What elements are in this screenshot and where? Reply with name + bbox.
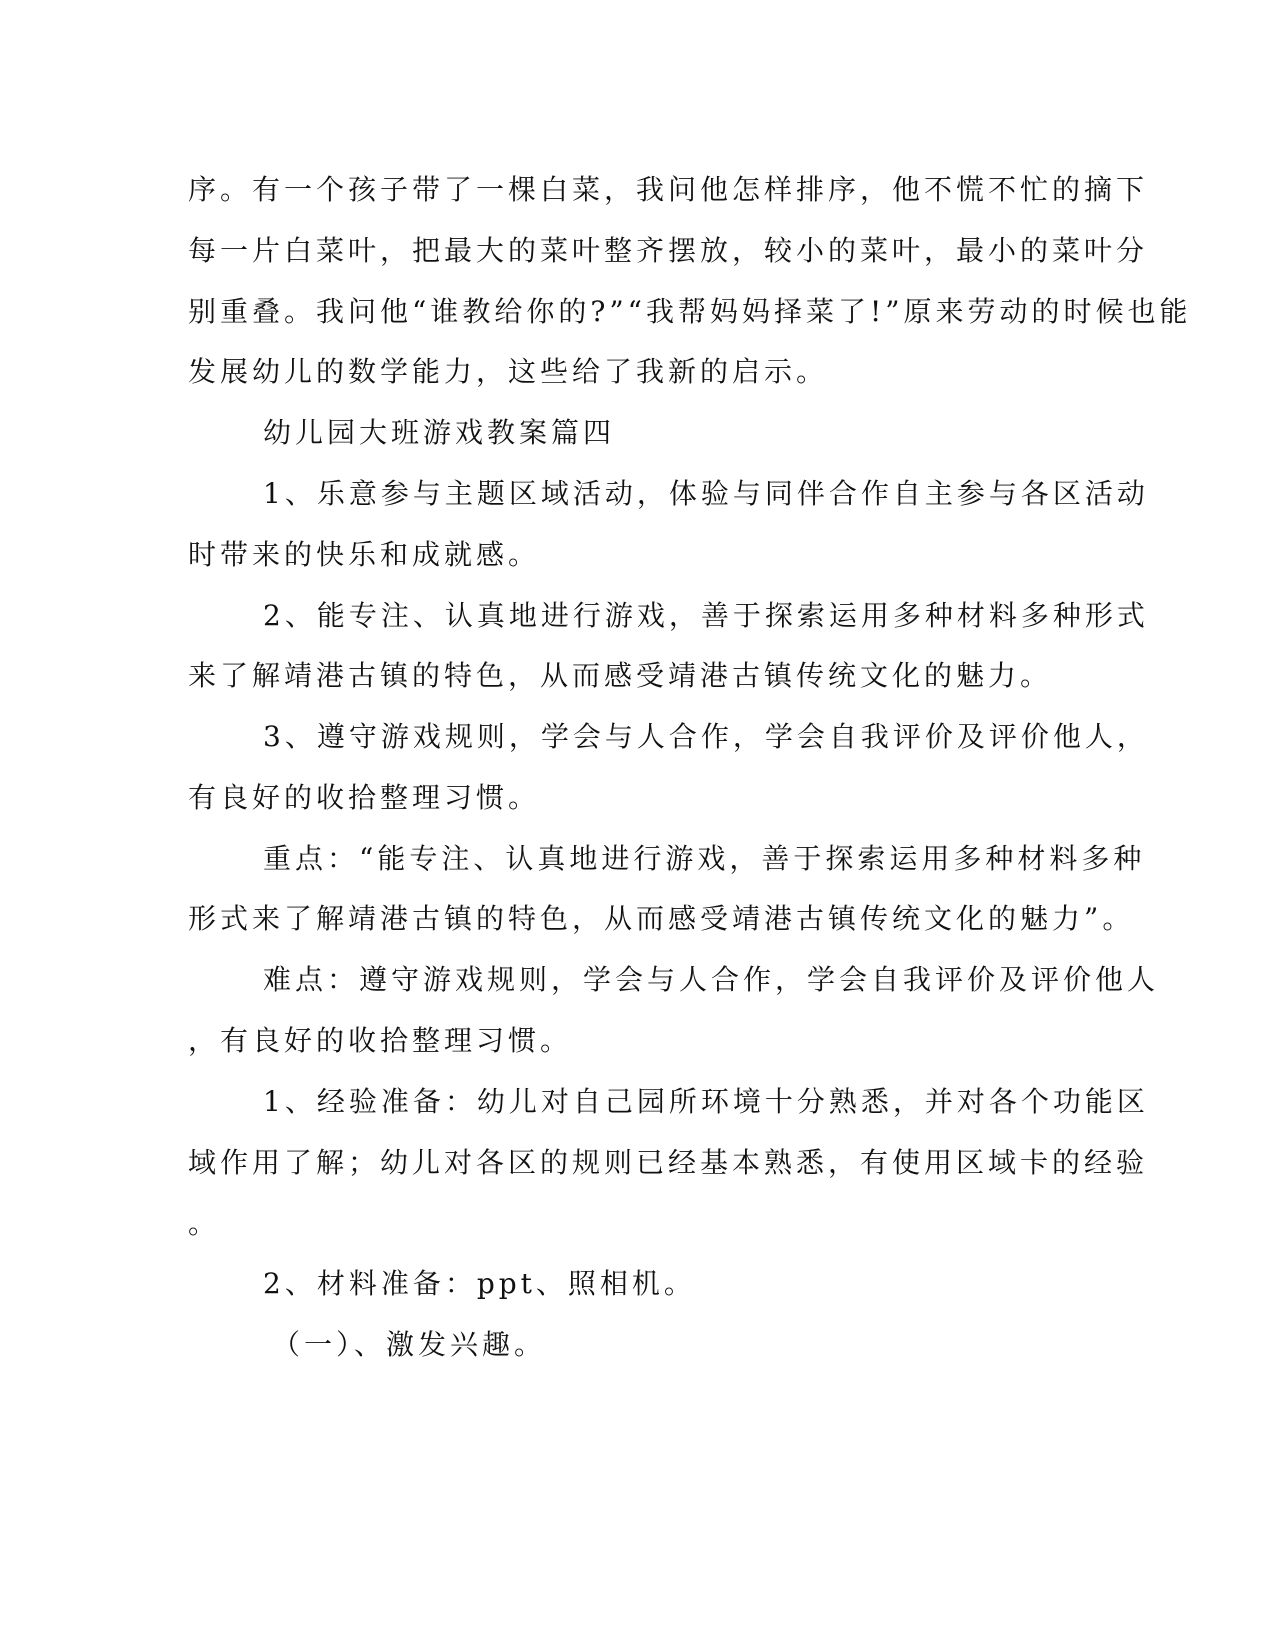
experience-preparation: 1、经验准备：幼儿对自己园所环境十分熟悉，并对各个功能区 [263, 1085, 1149, 1118]
paragraph-line: 域作用了解；幼儿对各区的规则已经基本熟悉，有使用区域卡的经验 [188, 1146, 1149, 1179]
paragraph-line: 形式来了解靖港古镇的特色，从而感受靖港古镇传统文化的魅力”。 [188, 902, 1135, 935]
section-heading: 幼儿园大班游戏教案篇四 [263, 416, 616, 449]
paragraph-line: 序。有一个孩子带了一棵白菜，我问他怎样排序，他不慌不忙的摘下 [188, 173, 1149, 206]
material-preparation: 2、材料准备：ppt、照相机。 [263, 1267, 696, 1300]
paragraph-line: 有良好的收拾整理习惯。 [188, 781, 541, 814]
paragraph-line: 时带来的快乐和成就感。 [188, 538, 541, 571]
paragraph-line: 每一片白菜叶，把最大的菜叶整齐摆放，较小的菜叶，最小的菜叶分 [188, 234, 1149, 267]
paragraph-line: 。 [188, 1207, 221, 1240]
paragraph-line: ，有良好的收拾整理习惯。 [188, 1024, 573, 1057]
goal-item-3: 3、遵守游戏规则，学会与人合作，学会自我评价及评价他人， [263, 720, 1149, 753]
paragraph-line: 发展幼儿的数学能力，这些给了我新的启示。 [188, 355, 829, 388]
paragraph-line: 来了解靖港古镇的特色，从而感受靖港古镇传统文化的魅力。 [188, 659, 1053, 692]
section-subheading: （一）、激发兴趣。 [272, 1328, 547, 1361]
difficult-point: 难点：遵守游戏规则，学会与人合作，学会自我评价及评价他人 [263, 963, 1160, 996]
goal-item-2: 2、能专注、认真地进行游戏，善于探索运用多种材料多种形式 [263, 599, 1149, 632]
goal-item-1: 1、乐意参与主题区域活动，体验与同伴合作自主参与各区活动 [263, 477, 1149, 510]
paragraph-line: 别重叠。我问他“谁教给你的?”“我帮妈妈择菜了!”原来劳动的时候也能 [188, 295, 1192, 328]
key-point: 重点：“能专注、认真地进行游戏，善于探索运用多种材料多种 [263, 842, 1146, 875]
